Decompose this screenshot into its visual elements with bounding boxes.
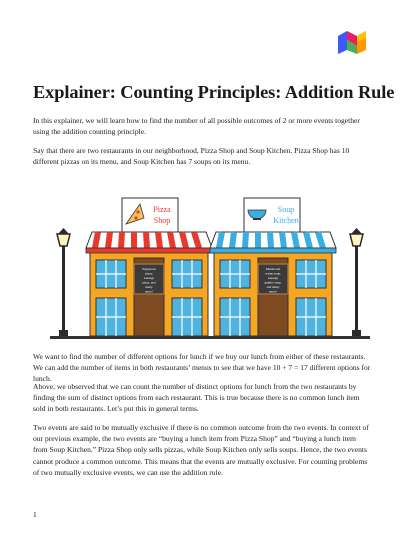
intro-paragraph: In this explainer, we will learn how to find the number of all possible outcomes of 2 or more events together using the addition counting principle. <box>33 116 360 137</box>
page-title: Explainer: Counting Principles: Addition Rule <box>33 82 395 102</box>
pizza-menu-board <box>134 264 164 294</box>
street-lamp-left <box>57 228 70 336</box>
svg-text:sausage: sausage <box>143 276 155 280</box>
pizza-sign-line-2: Shop <box>153 216 171 225</box>
page-number: 1 <box>33 510 37 519</box>
svg-text:cream soup,: cream soup, <box>265 271 281 276</box>
pizza-shop <box>86 198 212 336</box>
svg-text:Pepperoni: Pepperoni <box>142 267 156 271</box>
restaurants-illustration <box>50 190 370 340</box>
svg-text:sausage: sausage <box>267 276 279 280</box>
mutually-exclusive-paragraph: Two events are said to be mutually exclusive if there is no common outcome from the two events. In context of our previous example, the two events are “buying a lunch item from Pizza Shop” and “buying a lunch item from Soup Kitchen.” Pizza Shop only sells pizzas, while Soup Kitchen only sells soups. Hence, the two events cannot produce a common outcome. This means that the events are mutually exclusive. For counting problems of two mutually exclusive events, we can use the addition rule. <box>33 423 369 477</box>
soup-menu-board <box>258 264 288 294</box>
svg-text:many: many <box>145 285 153 289</box>
soup-kitchen <box>210 198 336 336</box>
brand-logo <box>336 28 370 56</box>
soup-awning <box>210 232 336 253</box>
svg-text:pizza, and: pizza, and <box>142 280 156 285</box>
soup-sign-line-1: Soup <box>277 205 295 214</box>
svg-text:gumbo soup,: gumbo soup, <box>264 280 282 285</box>
general-terms-paragraph: Above, we observed that we can count the number of distinct options for lunch from the two restaurants by finding the sum of distinct options from each restaurant. This is true because there is no common lunch item sold in both restaurants. Let’s put this in general terms. <box>33 382 360 414</box>
soup-sign-line-2: Kitchen <box>273 216 299 225</box>
pizza-awning <box>86 232 212 253</box>
svg-text:more!: more! <box>269 289 277 294</box>
svg-text:pizza,: pizza, <box>145 271 153 276</box>
lunch-options-paragraph: We want to find the number of different options for lunch if we buy our lunch from either of these restaurants. We can add the number of items in both restaurants’ menus to see that we have 10 + 7 = 17 different options for lunch. <box>33 352 371 384</box>
svg-text:and many: and many <box>266 285 280 289</box>
svg-text:more!: more! <box>145 289 153 294</box>
pizza-sign-line-1: Pizza <box>153 205 171 214</box>
svg-text:Mushroom: Mushroom <box>265 267 281 271</box>
example-paragraph: Say that there are two restaurants in our neighborhood, Pizza Shop and Soup Kitchen. Pizza Shop has 10 different pizzas on its menu, and Soup Kitchen has 7 soups on its menu. <box>33 146 350 167</box>
street-lamp-right <box>350 228 363 336</box>
